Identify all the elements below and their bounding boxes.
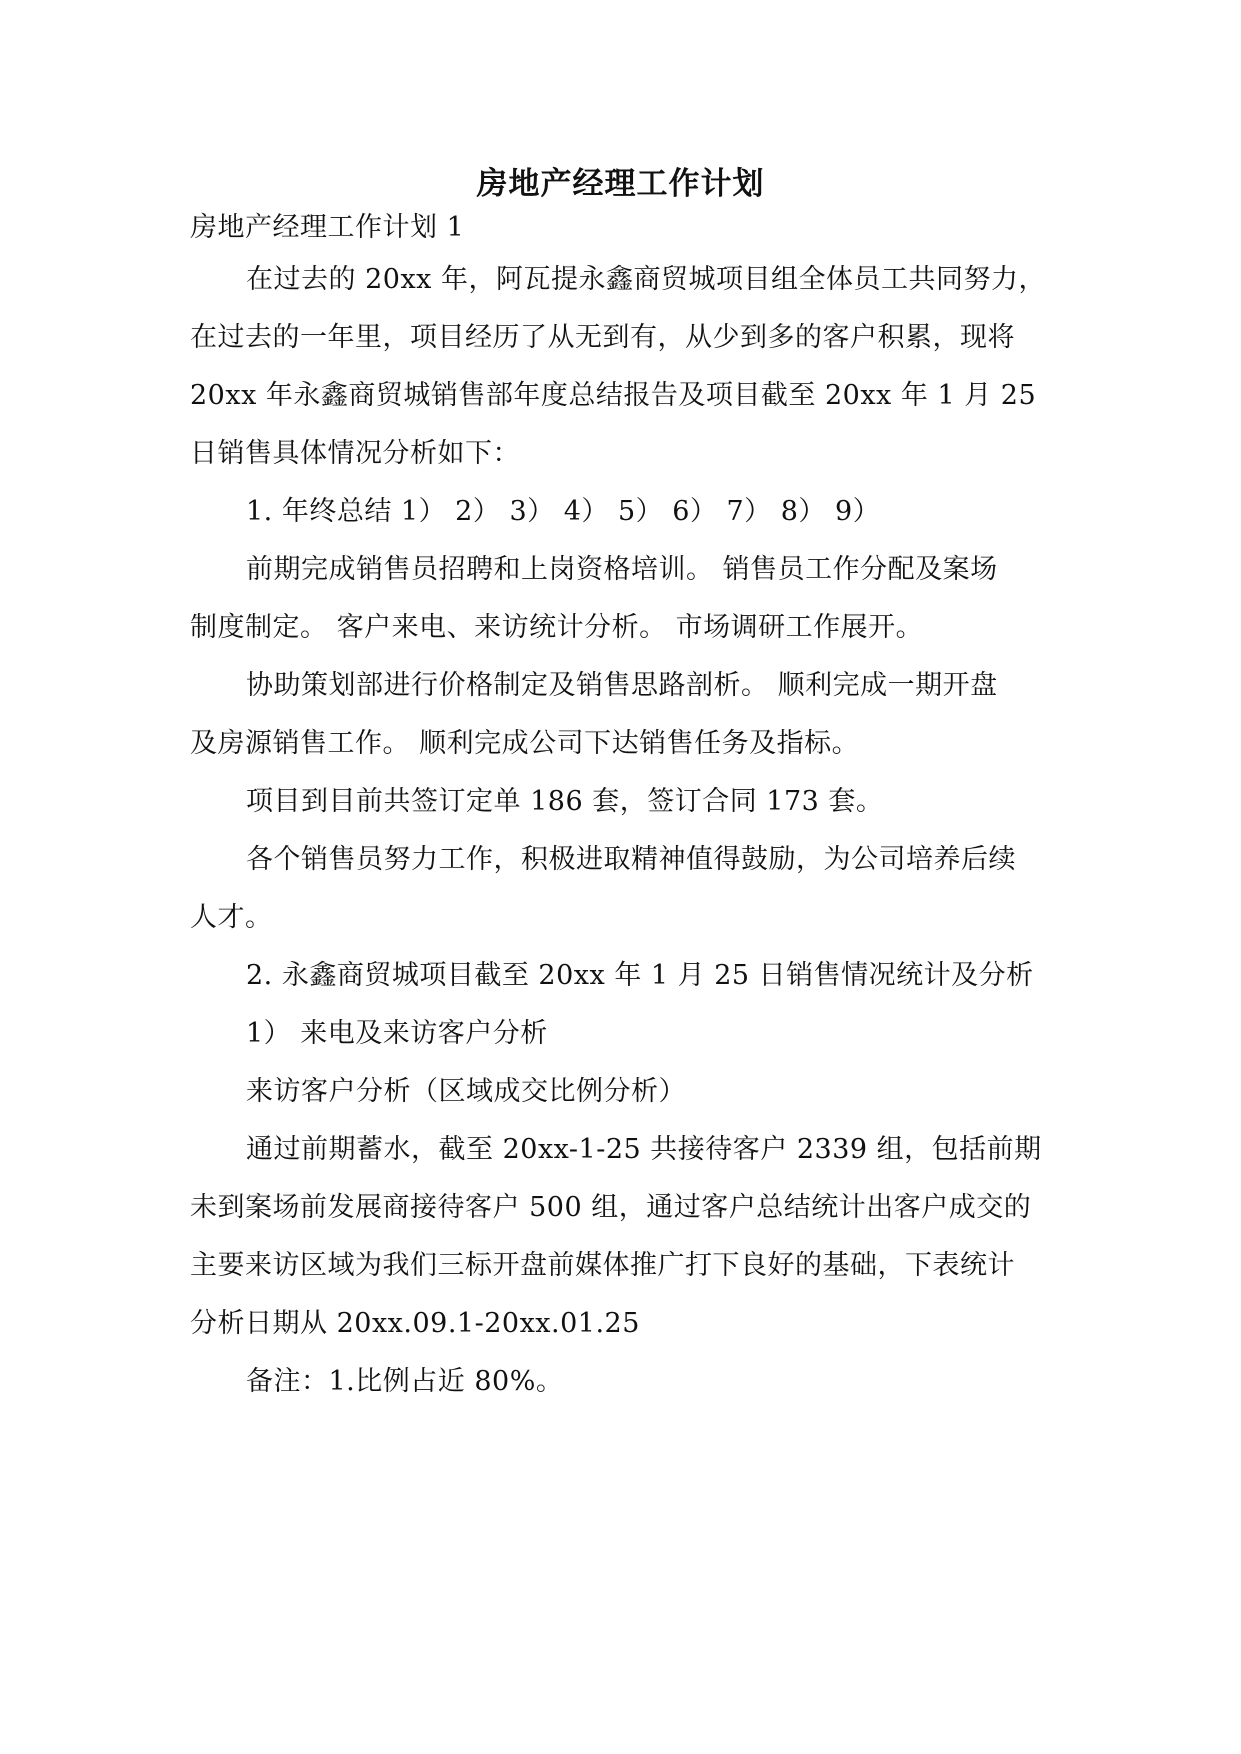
paragraph-line: 20xx 年永鑫商贸城销售部年度总结报告及项目截至 20xx 年 1 月 25 xyxy=(190,380,1037,411)
paragraph-line: 在过去的 20xx 年，阿瓦提永鑫商贸城项目组全体员工共同努力， xyxy=(246,264,1046,295)
section-heading: 房地产经理工作计划 1 xyxy=(190,212,465,243)
paragraph-line: 各个销售员努力工作，积极进取精神值得鼓励，为公司培养后续 xyxy=(246,844,1016,875)
sub-heading: 1） 来电及来访客户分析 xyxy=(246,1018,548,1049)
paragraph-line: 在过去的一年里，项目经历了从无到有，从少到多的客户积累，现将 xyxy=(190,322,1015,353)
paragraph-line: 主要来访区域为我们三标开盘前媒体推广打下良好的基础，下表统计 xyxy=(190,1250,1015,1281)
paragraph-line: 制度制定。 客户来电、来访统计分析。 市场调研工作展开。 xyxy=(190,612,924,643)
paragraph-line: 日销售具体情况分析如下： xyxy=(190,438,520,469)
note-line: 备注：1.比例占近 80%。 xyxy=(246,1366,564,1397)
paragraph-line: 未到案场前发展商接待客户 500 组，通过客户总结统计出客户成交的 xyxy=(190,1192,1032,1223)
document-title: 房地产经理工作计划 xyxy=(476,166,765,202)
list-heading: 2. 永鑫商贸城项目截至 20xx 年 1 月 25 日销售情况统计及分析 xyxy=(246,960,1034,991)
paragraph-line: 协助策划部进行价格制定及销售思路剖析。 顺利完成一期开盘 xyxy=(246,670,998,701)
sub-heading: 来访客户分析（区域成交比例分析） xyxy=(246,1076,686,1107)
paragraph-line: 人才。 xyxy=(190,902,273,933)
paragraph-line: 项目到目前共签订定单 186 套，签订合同 173 套。 xyxy=(246,786,884,817)
paragraph-line: 前期完成销售员招聘和上岗资格培训。 销售员工作分配及案场 xyxy=(246,554,998,585)
paragraph-line: 及房源销售工作。 顺利完成公司下达销售任务及指标。 xyxy=(190,728,860,759)
paragraph-line: 分析日期从 20xx.09.1-20xx.01.25 xyxy=(190,1308,640,1339)
paragraph-line: 通过前期蓄水，截至 20xx-1-25 共接待客户 2339 组，包括前期 xyxy=(246,1134,1042,1165)
list-heading: 1. 年终总结 1） 2） 3） 4） 5） 6） 7） 8） 9） xyxy=(246,496,881,527)
